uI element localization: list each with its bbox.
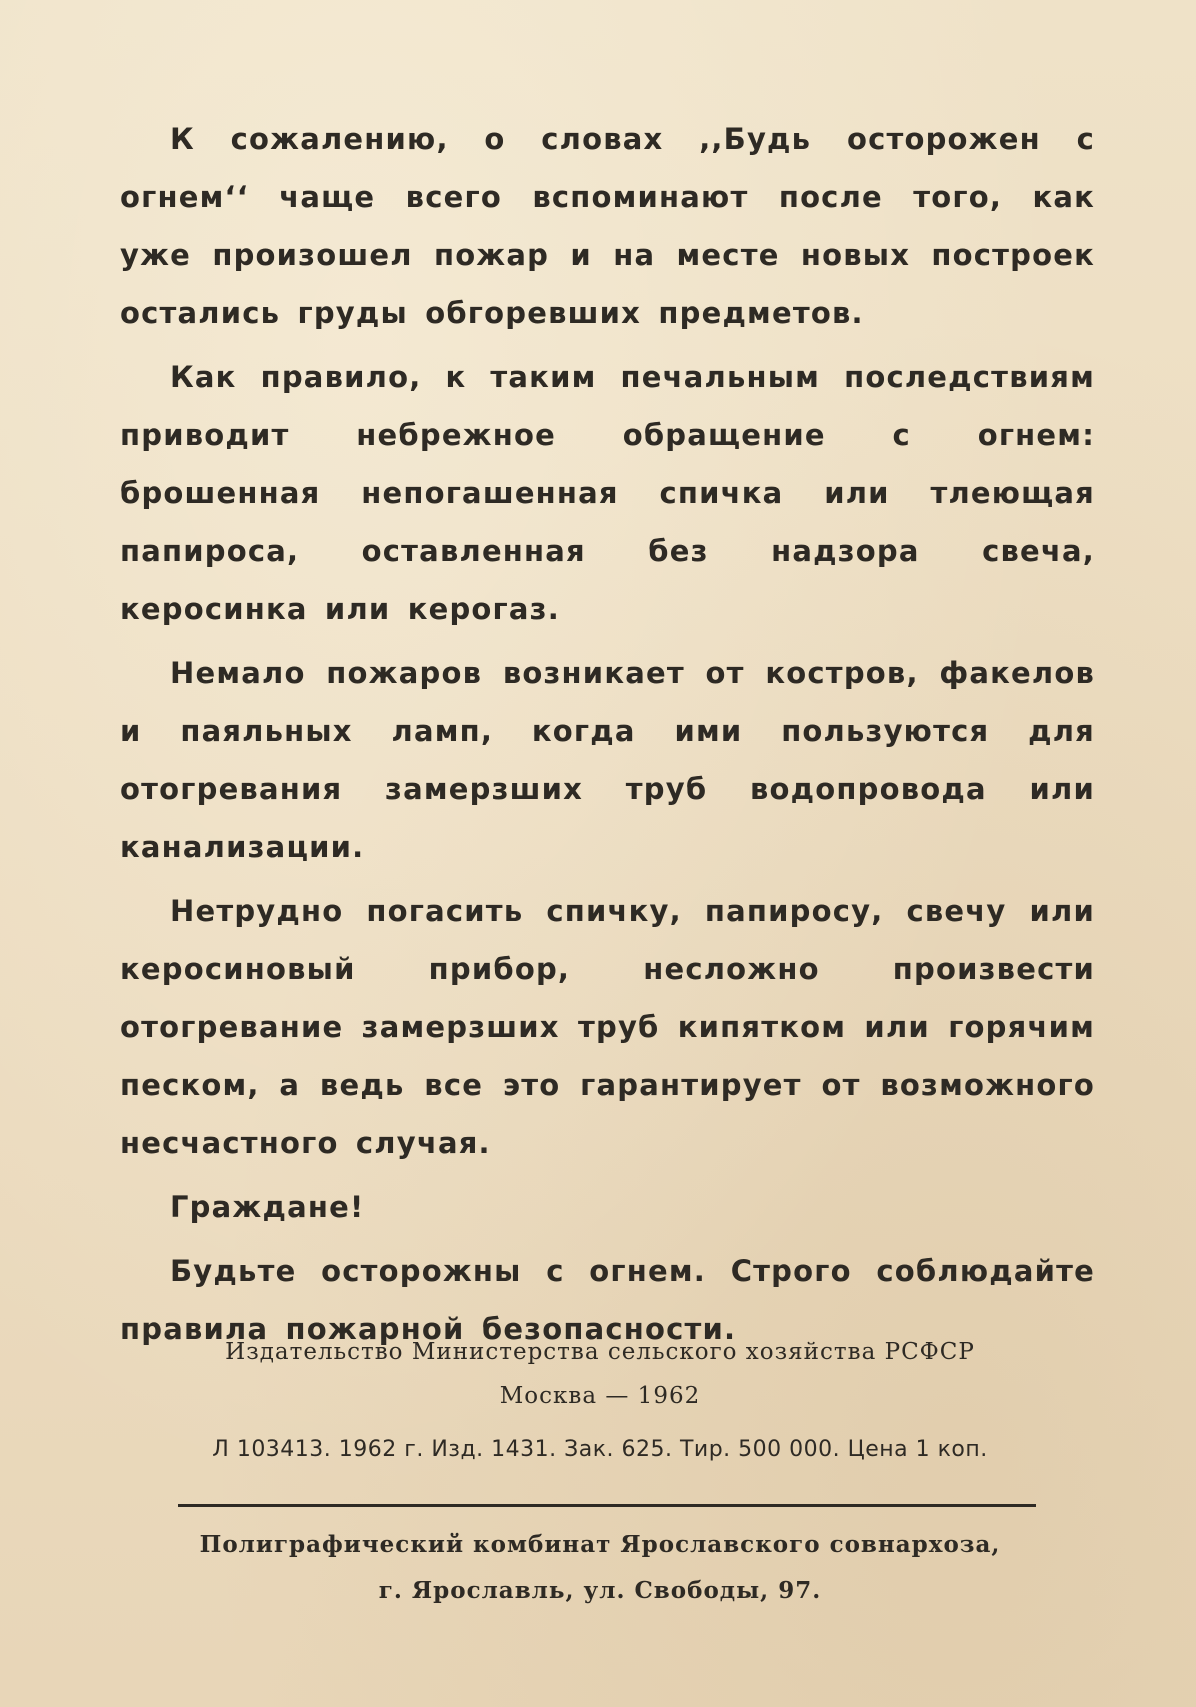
main-text [120,110,1095,1358]
publication-city-year: Москва — 1962 [499,1383,701,1409]
printer-name: Полиграфический комбинат Ярославского совнархоза, [199,1531,1001,1558]
printer-info [150,1522,1050,1614]
paragraph-intro: К сожалению, о словах ,,Будь осторожен с огнем‘‘ чаще всего вспоминают после того, как уже произошел пожар и на месте новых построек остались груды обгоревших предметов. [120,122,1095,330]
paragraph-fires-sources: Немало пожаров возникает от костров, факелов и паяльных ламп, когда ими пользуются для отогревания замерзших труб водопровода или канализации. [120,656,1095,864]
paragraph-appeal: Будьте осторожны с огнем. Строго соблюдайте правила пожарной безопасности. [120,1254,1095,1346]
paragraph-address-citizens: Граждане! [170,1190,365,1224]
print-code-line: Л 103413. 1962 г. Изд. 1431. Зак. 625. Тир. 500 000. Цена 1 коп. [212,1437,988,1462]
publisher-imprint [150,1330,1050,1472]
divider-line [178,1504,1036,1507]
publisher-name: Издательство Министерства сельского хозяйства РСФСР [225,1339,975,1365]
paragraph-causes: Как правило, к таким печальным последствиям приводит небрежное обращение с огнем: брошенная непогашенная спичка или тлеющая папироса, оставленная без надзора свеча, керосинка или керогаз. [120,360,1095,626]
printer-address: г. Ярославль, ул. Свободы, 97. [378,1577,822,1604]
paragraph-prevention: Нетрудно погасить спичку, папиросу, свечу или керосиновый прибор, несложно произвести отогревание замерзших труб кипятком или горячим песком, а ведь все это гарантирует от возможного несчастного случая. [120,894,1095,1160]
